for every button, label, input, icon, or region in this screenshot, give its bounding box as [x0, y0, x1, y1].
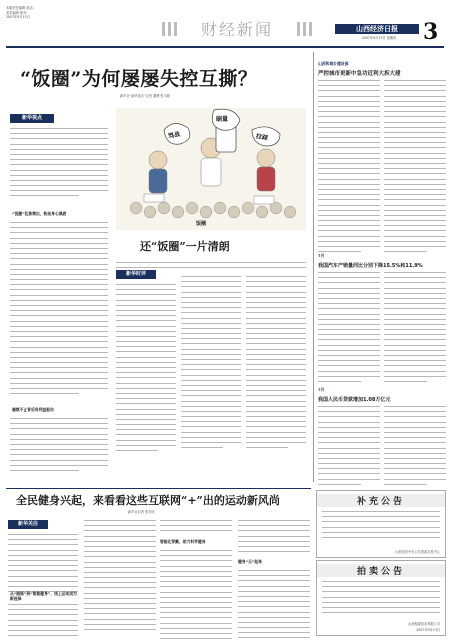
cartoon-svg	[116, 108, 306, 230]
right-low-label: 7月	[318, 387, 325, 392]
right-top-heading: 山西和城乡建设部	[318, 61, 349, 66]
auction-notice-title: 拍卖公告	[317, 564, 445, 577]
bottom-title: 全民健身兴起，来看看这些互联网“+”出的运动新风尚	[16, 494, 280, 507]
paper-date: 2007年9月13日 星期四	[361, 36, 397, 40]
right-mid-label: 7月	[318, 253, 325, 258]
bottom-byline: 新华社记者 张辛欣	[128, 510, 155, 514]
left-subhead-1: “饭圈”乱象频出，粉丝身心俱疲	[12, 211, 67, 216]
auction-notice-date: 2007年9月13日	[416, 627, 440, 632]
main-byline: 新华社“新华视点”记者 董博 张丰硕	[120, 94, 170, 98]
right-top-title: 严控城市更新中急功近利大拆大建	[318, 71, 401, 77]
masthead-rule	[6, 46, 444, 48]
masthead-info	[6, 6, 66, 20]
paper-name-bar: 山西经济日报	[335, 24, 419, 34]
auction-notice-footer: 山西振源拍卖有限公司	[408, 621, 440, 626]
editor-line: 本版责任编辑 电话：	[6, 6, 36, 10]
main-title: “饭圈”为何屡屡失控互撕？	[20, 68, 258, 90]
supplement-notice-footer: 山西省晋中市公共资源交易中心	[395, 549, 440, 554]
bottom-subhead-1: 从“跟练”到“智能健身”，线上运动成为新选择	[10, 591, 77, 601]
left-column-text	[10, 128, 108, 201]
auction-notice-box	[316, 560, 446, 636]
bottom-rule	[6, 488, 311, 489]
section-title-area	[162, 16, 312, 42]
supplement-notice-title: 补充公告	[317, 494, 445, 507]
bottom-subhead-3: 健身“云”起来	[238, 559, 262, 564]
illustration-caption: 还“饭圈”一片清朗	[140, 240, 230, 253]
bubble-label-1: 骂战	[167, 130, 181, 141]
designer-line: 美术编辑 校对：	[6, 10, 30, 15]
bubble-label-3: 拉踩	[255, 132, 269, 142]
page-number: 3	[423, 19, 439, 45]
illustration-badge: 饭圈	[196, 221, 207, 227]
bubble-label-2: 刷量	[216, 116, 229, 123]
left-column-header: 新华视点	[10, 114, 54, 123]
right-mid-headline: 我国汽车产销量同比分别下降15.5%和11.9%	[318, 263, 423, 269]
issue-date-line: 2007年9月13日	[6, 15, 30, 19]
left-subhead-2: 屡禁不止背后有利益驱动	[12, 407, 54, 412]
right-low-headline: 我国人民币贷款增加1.08万亿元	[318, 397, 391, 403]
supplement-notice-box	[316, 490, 446, 558]
cartoon-illustration	[116, 108, 306, 230]
bottom-header: 新华关注	[8, 520, 48, 529]
right-column-divider	[313, 52, 314, 482]
section-title: 财经新闻	[200, 20, 273, 39]
bottom-subhead-2: 智能化穿戴，助力科学健身	[160, 539, 206, 544]
commentary-header: 新华时评	[116, 270, 156, 279]
